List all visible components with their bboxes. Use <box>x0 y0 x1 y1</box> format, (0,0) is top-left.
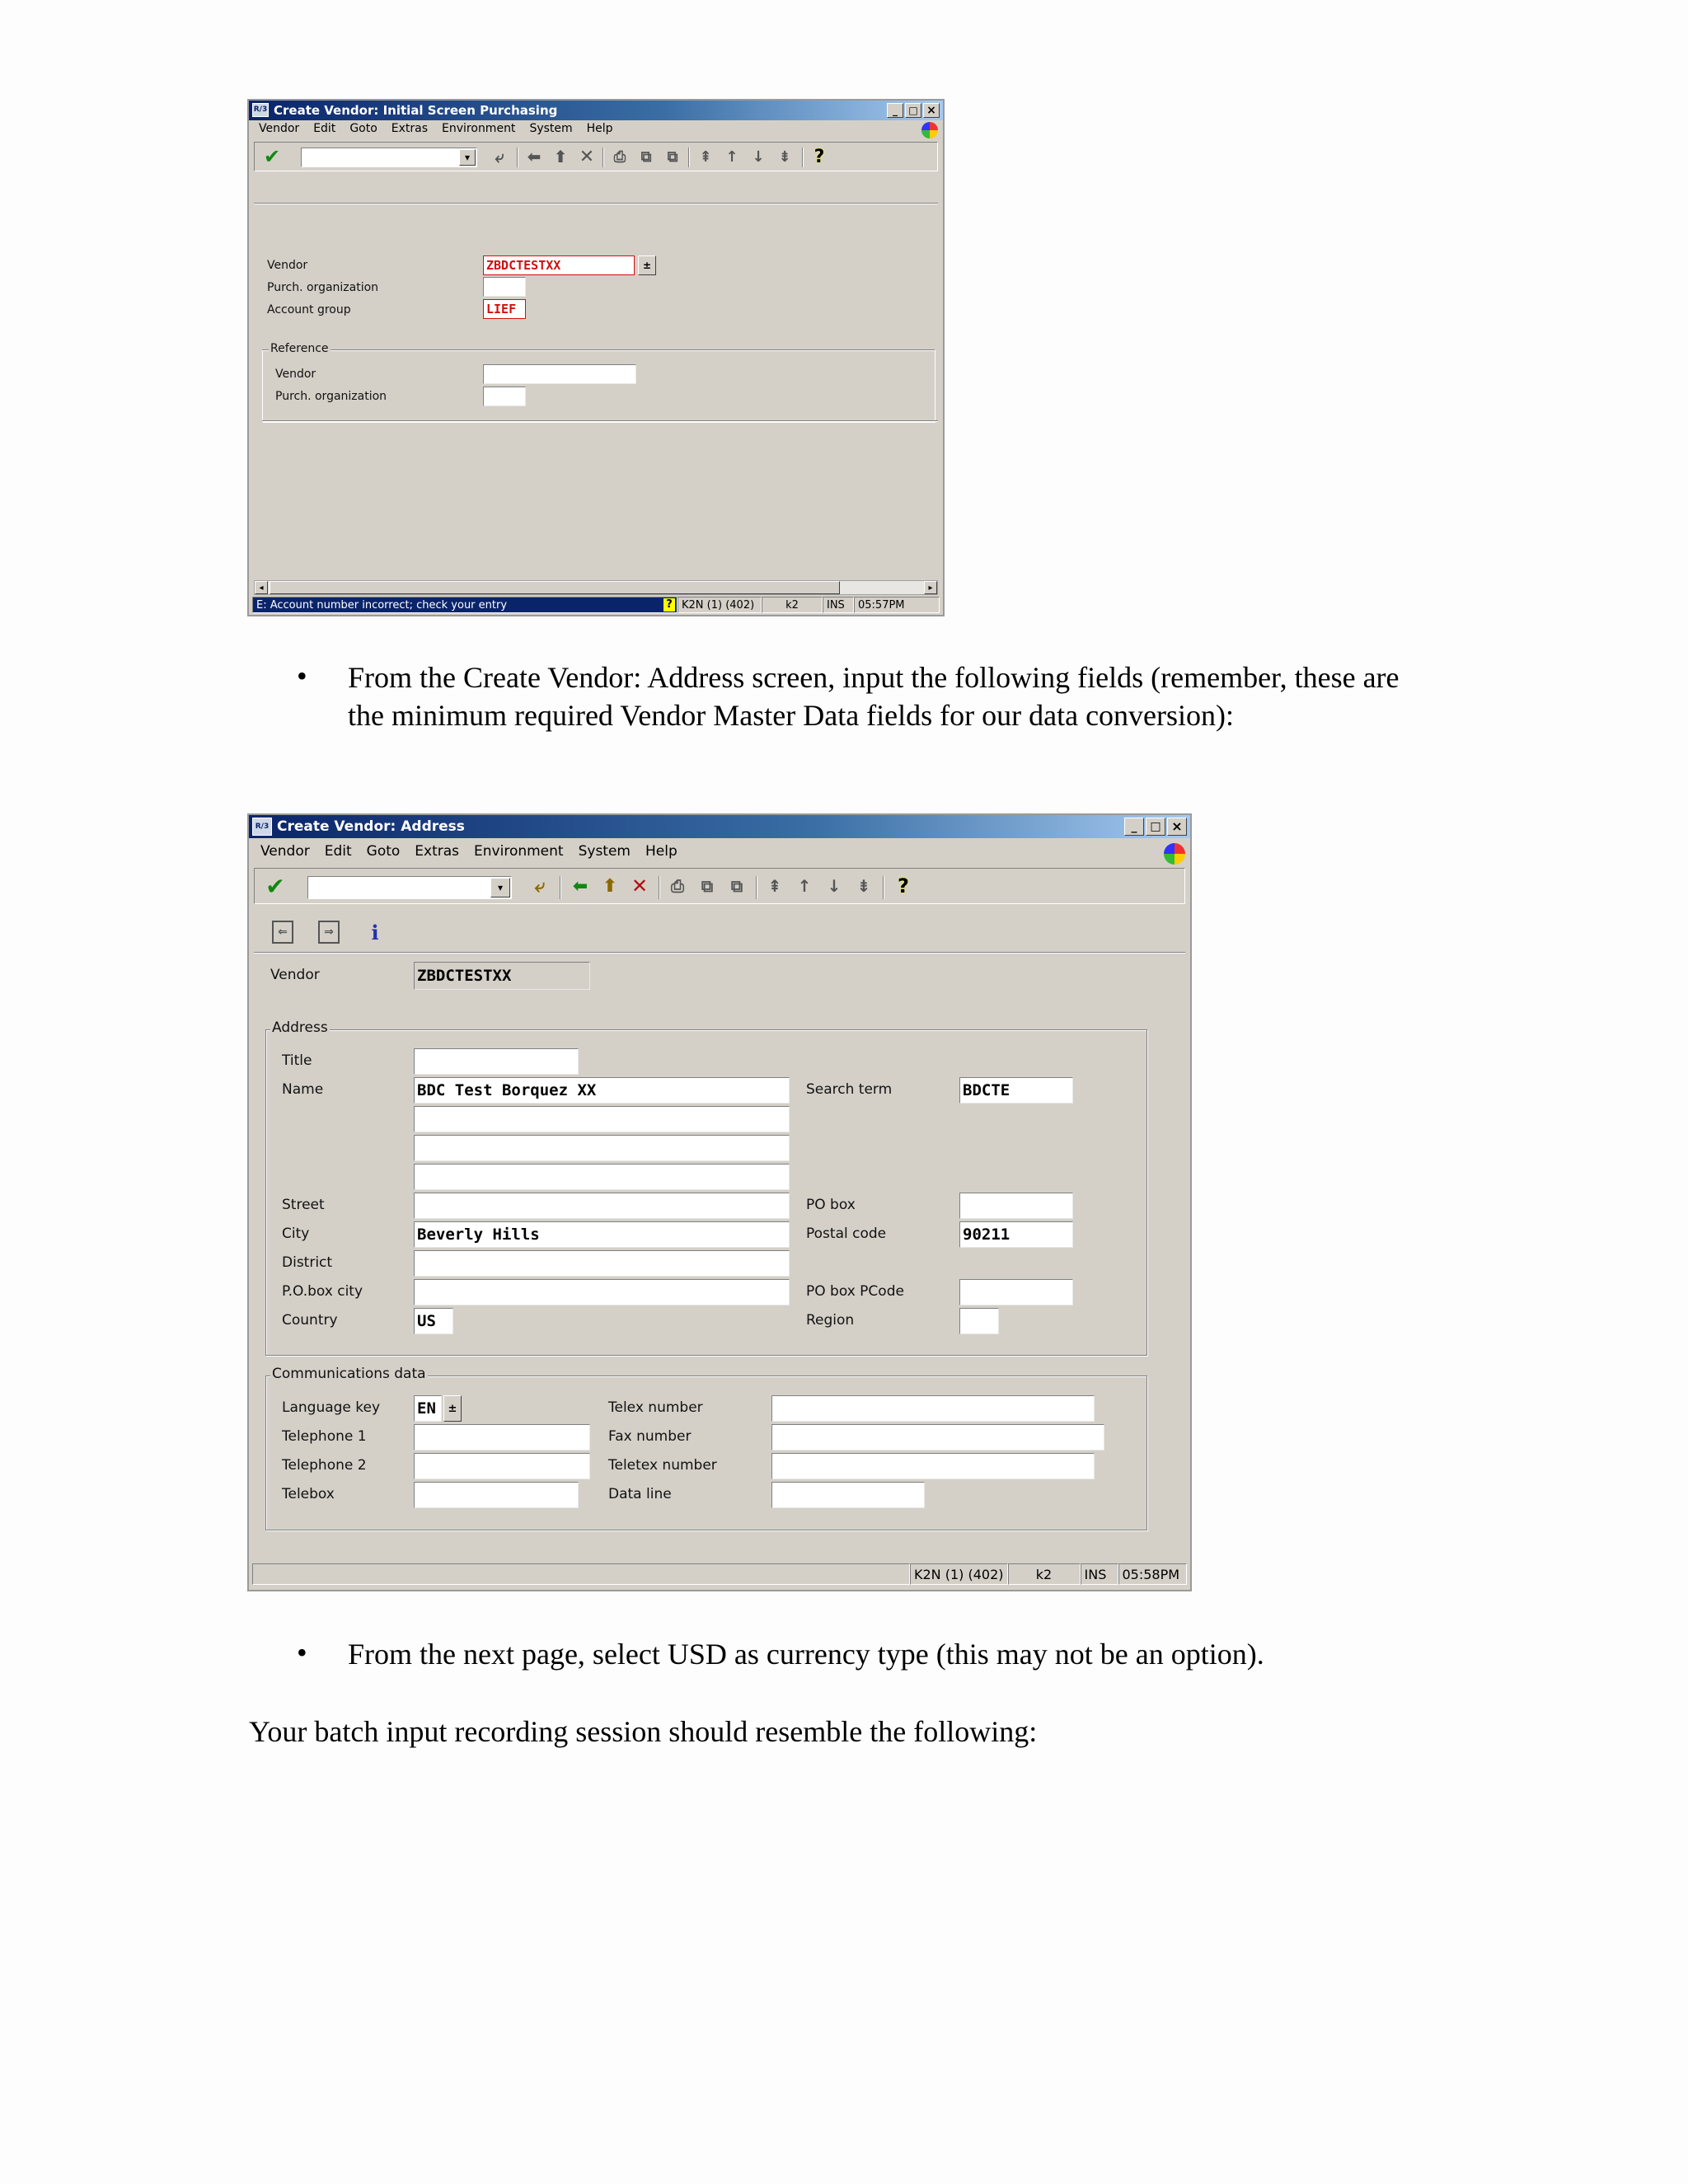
telephone2-label: Telephone 2 <box>282 1457 367 1474</box>
name-field-2[interactable] <box>414 1106 790 1132</box>
account-group-field[interactable]: LIEF <box>483 299 526 319</box>
find-icon[interactable]: ⧉ <box>701 876 714 896</box>
help-icon[interactable]: ? <box>898 874 909 898</box>
error-message: E: Account number incorrect; check your entry <box>256 598 508 612</box>
status-mode: INS <box>1081 1563 1118 1585</box>
scrollbar-thumb[interactable] <box>270 581 840 594</box>
status-message <box>252 1563 910 1585</box>
horizontal-scrollbar[interactable] <box>254 580 938 595</box>
ref-vendor-label: Vendor <box>275 368 316 381</box>
window-title: Create Vendor: Address <box>277 818 465 835</box>
enter-checkmark-icon[interactable]: ✔ <box>263 145 281 168</box>
pobox-pcode-label: PO box PCode <box>806 1283 904 1300</box>
purch-org-field[interactable] <box>483 277 526 297</box>
maximize-button[interactable]: □ <box>1146 818 1165 836</box>
name-field-1[interactable]: BDC Test Borquez XX <box>414 1077 790 1104</box>
info-icon[interactable]: i <box>371 920 379 944</box>
city-label: City <box>282 1226 310 1242</box>
maximize-button[interactable]: □ <box>905 103 921 118</box>
name-field-3[interactable] <box>414 1135 790 1161</box>
telebox-field[interactable] <box>414 1482 579 1508</box>
postal-code-label: Postal code <box>806 1226 887 1242</box>
exit-icon[interactable]: ⬆ <box>553 147 568 166</box>
closing-paragraph: Your batch input recording session should resemble the following: <box>249 1715 1038 1748</box>
bullet-dot: • <box>297 1636 307 1669</box>
reference-group-title: Reference <box>270 342 329 355</box>
chevron-down-icon[interactable]: ▾ <box>459 149 476 166</box>
minimize-button[interactable]: _ <box>1124 818 1144 836</box>
scroll-left-icon[interactable]: ◂ <box>255 581 268 594</box>
data-line-field[interactable] <box>771 1482 925 1508</box>
customize-layout-icon[interactable] <box>921 122 938 138</box>
sap-window-address <box>247 813 1192 1591</box>
standard-toolbar <box>254 142 938 171</box>
title-label: Title <box>282 1052 312 1069</box>
street-label: Street <box>282 1197 325 1213</box>
first-page-icon[interactable]: ⇞ <box>699 148 712 166</box>
teletex-number-label: Teletex number <box>608 1457 717 1474</box>
language-key-field[interactable]: EN <box>414 1395 442 1422</box>
last-page-icon[interactable]: ⇟ <box>856 876 871 896</box>
menu-bar <box>249 122 943 138</box>
menu-extras[interactable]: Extras <box>391 122 429 135</box>
previous-page-icon[interactable]: ↑ <box>725 148 738 166</box>
bullet-instruction-address: From the Create Vendor: Address screen, input the following fields (remember, these are the minimum required Vendor Master Data fields for our data conversion): <box>348 661 1400 732</box>
command-field[interactable] <box>307 876 512 899</box>
customize-layout-icon[interactable] <box>1164 843 1185 865</box>
previous-screen-icon[interactable]: ⇐ <box>272 921 293 944</box>
status-system: K2N (1) (402) <box>678 597 762 613</box>
cancel-icon[interactable]: ✕ <box>631 874 649 898</box>
print-icon[interactable]: ⎙ <box>613 148 626 166</box>
window-title-bar <box>249 815 1190 838</box>
telebox-label: Telebox <box>282 1486 335 1502</box>
find-icon[interactable]: ⧉ <box>640 148 652 166</box>
ref-purch-org-label: Purch. organization <box>275 390 387 403</box>
street-field[interactable] <box>414 1193 790 1219</box>
city-field[interactable]: Beverly Hills <box>414 1221 790 1248</box>
menu-extras[interactable]: Extras <box>415 843 460 860</box>
menu-environment[interactable]: Environment <box>442 122 516 135</box>
reference-group <box>262 349 935 422</box>
purch-org-label: Purch. organization <box>267 281 379 294</box>
search-term-label: Search term <box>806 1081 893 1098</box>
next-page-icon[interactable]: ↓ <box>752 148 765 166</box>
back-icon[interactable]: ⬅ <box>527 147 542 166</box>
chevron-down-icon[interactable]: ▾ <box>490 878 510 898</box>
name-field-4[interactable] <box>414 1164 790 1190</box>
close-button[interactable]: × <box>1167 818 1187 836</box>
region-label: Region <box>806 1312 855 1329</box>
cancel-icon[interactable]: ✕ <box>579 146 595 167</box>
scroll-right-icon[interactable]: ▸ <box>924 581 937 594</box>
language-key-label: Language key <box>282 1399 381 1416</box>
status-message <box>252 597 678 613</box>
vendor-label: Vendor <box>270 967 320 983</box>
menu-system[interactable]: System <box>578 843 631 860</box>
data-line-label: Data line <box>608 1486 672 1502</box>
fax-number-field[interactable] <box>771 1424 1104 1451</box>
last-page-icon[interactable]: ⇟ <box>778 148 791 166</box>
status-server: k2 <box>762 597 823 613</box>
vendor-field[interactable]: ZBDCTESTXX <box>483 255 635 275</box>
print-icon[interactable]: ⎙ <box>671 876 684 896</box>
command-field[interactable] <box>301 148 477 167</box>
vendor-label: Vendor <box>267 259 308 272</box>
next-screen-icon[interactable]: ⇒ <box>318 921 340 944</box>
pobox-city-label: P.O.box city <box>282 1283 363 1300</box>
help-icon[interactable]: ? <box>814 146 825 167</box>
status-system: K2N (1) (402) <box>910 1563 1008 1585</box>
previous-page-icon[interactable]: ↑ <box>797 876 812 896</box>
ref-purch-org-field[interactable] <box>483 387 526 406</box>
back-icon[interactable]: ⬅ <box>572 875 588 897</box>
exit-icon[interactable]: ⬆ <box>602 875 618 897</box>
status-time: 05:57PM <box>854 597 940 613</box>
window-title-bar <box>249 101 943 120</box>
region-field[interactable] <box>959 1308 999 1334</box>
find-next-icon[interactable]: ⧉ <box>667 148 678 166</box>
telex-number-field[interactable] <box>771 1395 1095 1422</box>
pobox-pcode-field[interactable] <box>959 1279 1073 1305</box>
status-mode: INS <box>823 597 854 613</box>
postal-code-field[interactable]: 90211 <box>959 1221 1073 1248</box>
menu-vendor[interactable]: Vendor <box>260 843 310 860</box>
address-group-title: Address <box>272 1019 328 1036</box>
save-icon[interactable]: ⤶ <box>534 875 546 897</box>
account-group-label: Account group <box>267 303 351 316</box>
possible-entries-icon[interactable]: ± <box>638 255 656 275</box>
menu-edit[interactable]: Edit <box>324 843 352 860</box>
save-icon[interactable]: ⤶ <box>495 147 504 166</box>
pobox-city-field[interactable] <box>414 1279 790 1305</box>
country-label: Country <box>282 1312 338 1329</box>
sap-logo-icon: R/3 <box>252 103 269 117</box>
menu-vendor[interactable]: Vendor <box>259 122 300 135</box>
enter-checkmark-icon[interactable]: ✔ <box>265 872 285 900</box>
menu-help[interactable]: Help <box>586 122 613 135</box>
fax-number-label: Fax number <box>608 1428 692 1445</box>
telephone1-field[interactable] <box>414 1424 590 1451</box>
menu-help[interactable]: Help <box>645 843 678 860</box>
close-button[interactable]: × <box>923 103 940 118</box>
po-box-field[interactable] <box>959 1193 1073 1219</box>
telephone1-label: Telephone 1 <box>282 1428 367 1445</box>
menu-goto[interactable]: Goto <box>366 843 401 860</box>
window-title: Create Vendor: Initial Screen Purchasing <box>274 103 558 118</box>
search-term-field[interactable]: BDCTE <box>959 1077 1073 1104</box>
teletex-number-field[interactable] <box>771 1453 1095 1479</box>
ref-vendor-field[interactable] <box>483 364 636 384</box>
country-field[interactable]: US <box>414 1308 453 1334</box>
possible-entries-icon[interactable]: ± <box>443 1395 462 1422</box>
status-server: k2 <box>1008 1563 1081 1585</box>
bullet-instruction-currency: From the next page, select USD as currency type (this may not be an option). <box>348 1638 1264 1671</box>
menu-environment[interactable]: Environment <box>474 843 564 860</box>
status-bar <box>252 597 940 613</box>
menu-bar <box>249 843 1190 861</box>
menu-edit[interactable]: Edit <box>313 122 336 135</box>
standard-toolbar <box>254 868 1185 904</box>
title-field[interactable] <box>414 1048 579 1075</box>
communications-group-title: Communications data <box>272 1366 426 1382</box>
help-icon[interactable]: ? <box>663 598 675 612</box>
telex-number-label: Telex number <box>608 1399 703 1416</box>
find-next-icon[interactable]: ⧉ <box>730 876 743 896</box>
district-field[interactable] <box>414 1250 790 1277</box>
menu-goto[interactable]: Goto <box>349 122 377 135</box>
minimize-button[interactable]: _ <box>887 103 903 118</box>
menu-system[interactable]: System <box>529 122 573 135</box>
telephone2-field[interactable] <box>414 1453 590 1479</box>
next-page-icon[interactable]: ↓ <box>827 876 842 896</box>
po-box-label: PO box <box>806 1197 856 1213</box>
vendor-field: ZBDCTESTXX <box>414 962 590 990</box>
bullet-dot: • <box>297 659 307 692</box>
status-time: 05:58PM <box>1118 1563 1188 1585</box>
sap-logo-icon: R/3 <box>252 818 272 836</box>
status-bar <box>252 1563 1187 1585</box>
sap-window-initial-screen <box>247 99 945 616</box>
name-label: Name <box>282 1081 324 1098</box>
district-label: District <box>282 1254 333 1271</box>
first-page-icon[interactable]: ⇞ <box>767 876 782 896</box>
